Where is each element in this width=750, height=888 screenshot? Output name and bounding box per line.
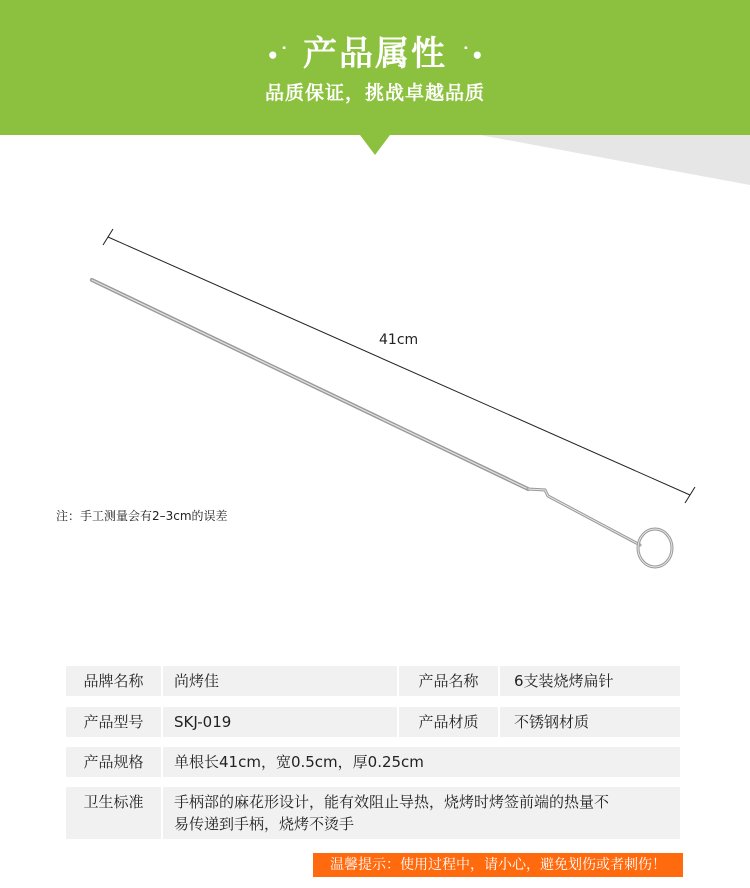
row-divider: [161, 707, 163, 737]
dimension-tick-left: [103, 229, 113, 245]
hygiene-line-1: 手柄部的麻花形设计，能有效阻止导热，烧烤时烤签前端的热量不: [174, 793, 610, 811]
size-label: 产品规格: [83, 753, 144, 771]
title-text: 产品属性: [303, 34, 447, 74]
row-divider: [397, 666, 399, 696]
name-value: 6支装烧烤扁针: [514, 672, 614, 690]
measurement-note: 注：手工测量会有2–3cm的误差: [56, 509, 228, 523]
sparkle-right-icon: ˙•: [460, 43, 484, 68]
warning-banner: 温馨提示：使用过程中，请小心，避免划伤或者刺伤！: [313, 853, 683, 877]
brand-value: 尚烤佳: [174, 672, 220, 690]
hygiene-line-2: 易传递到手柄，烧烤不烫手: [174, 815, 355, 833]
dimension-label: 41cm: [379, 332, 419, 348]
spec-row-hygiene: [66, 787, 680, 839]
row-divider: [498, 666, 500, 696]
sparkle-left-icon: •˙: [266, 43, 290, 68]
model-label: 产品型号: [83, 713, 144, 731]
dimension-tick-right: [685, 487, 695, 503]
spec-row-brand: [66, 666, 680, 696]
dimension-line: [108, 237, 690, 495]
name-label: 产品名称: [418, 672, 479, 690]
row-divider: [397, 707, 399, 737]
page-title: [0, 26, 750, 75]
row-divider: [161, 747, 163, 777]
skewer-illustration: [0, 185, 750, 595]
banner-fold: [0, 135, 750, 185]
material-value: 不锈钢材质: [514, 713, 590, 731]
hygiene-label: 卫生标准: [83, 793, 144, 811]
page-subtitle: 品质保证，挑战卓越品质: [264, 82, 485, 104]
row-divider: [161, 666, 163, 696]
spec-row-model: [66, 707, 680, 737]
spec-row-size: [66, 747, 680, 777]
size-value: 单根长41cm，宽0.5cm，厚0.25cm: [174, 753, 424, 771]
row-divider: [161, 787, 163, 839]
brand-label: 品牌名称: [83, 672, 144, 690]
hygiene-value: [174, 791, 674, 835]
model-value: SKJ-019: [174, 713, 232, 731]
row-divider: [498, 707, 500, 737]
material-label: 产品材质: [418, 713, 479, 731]
